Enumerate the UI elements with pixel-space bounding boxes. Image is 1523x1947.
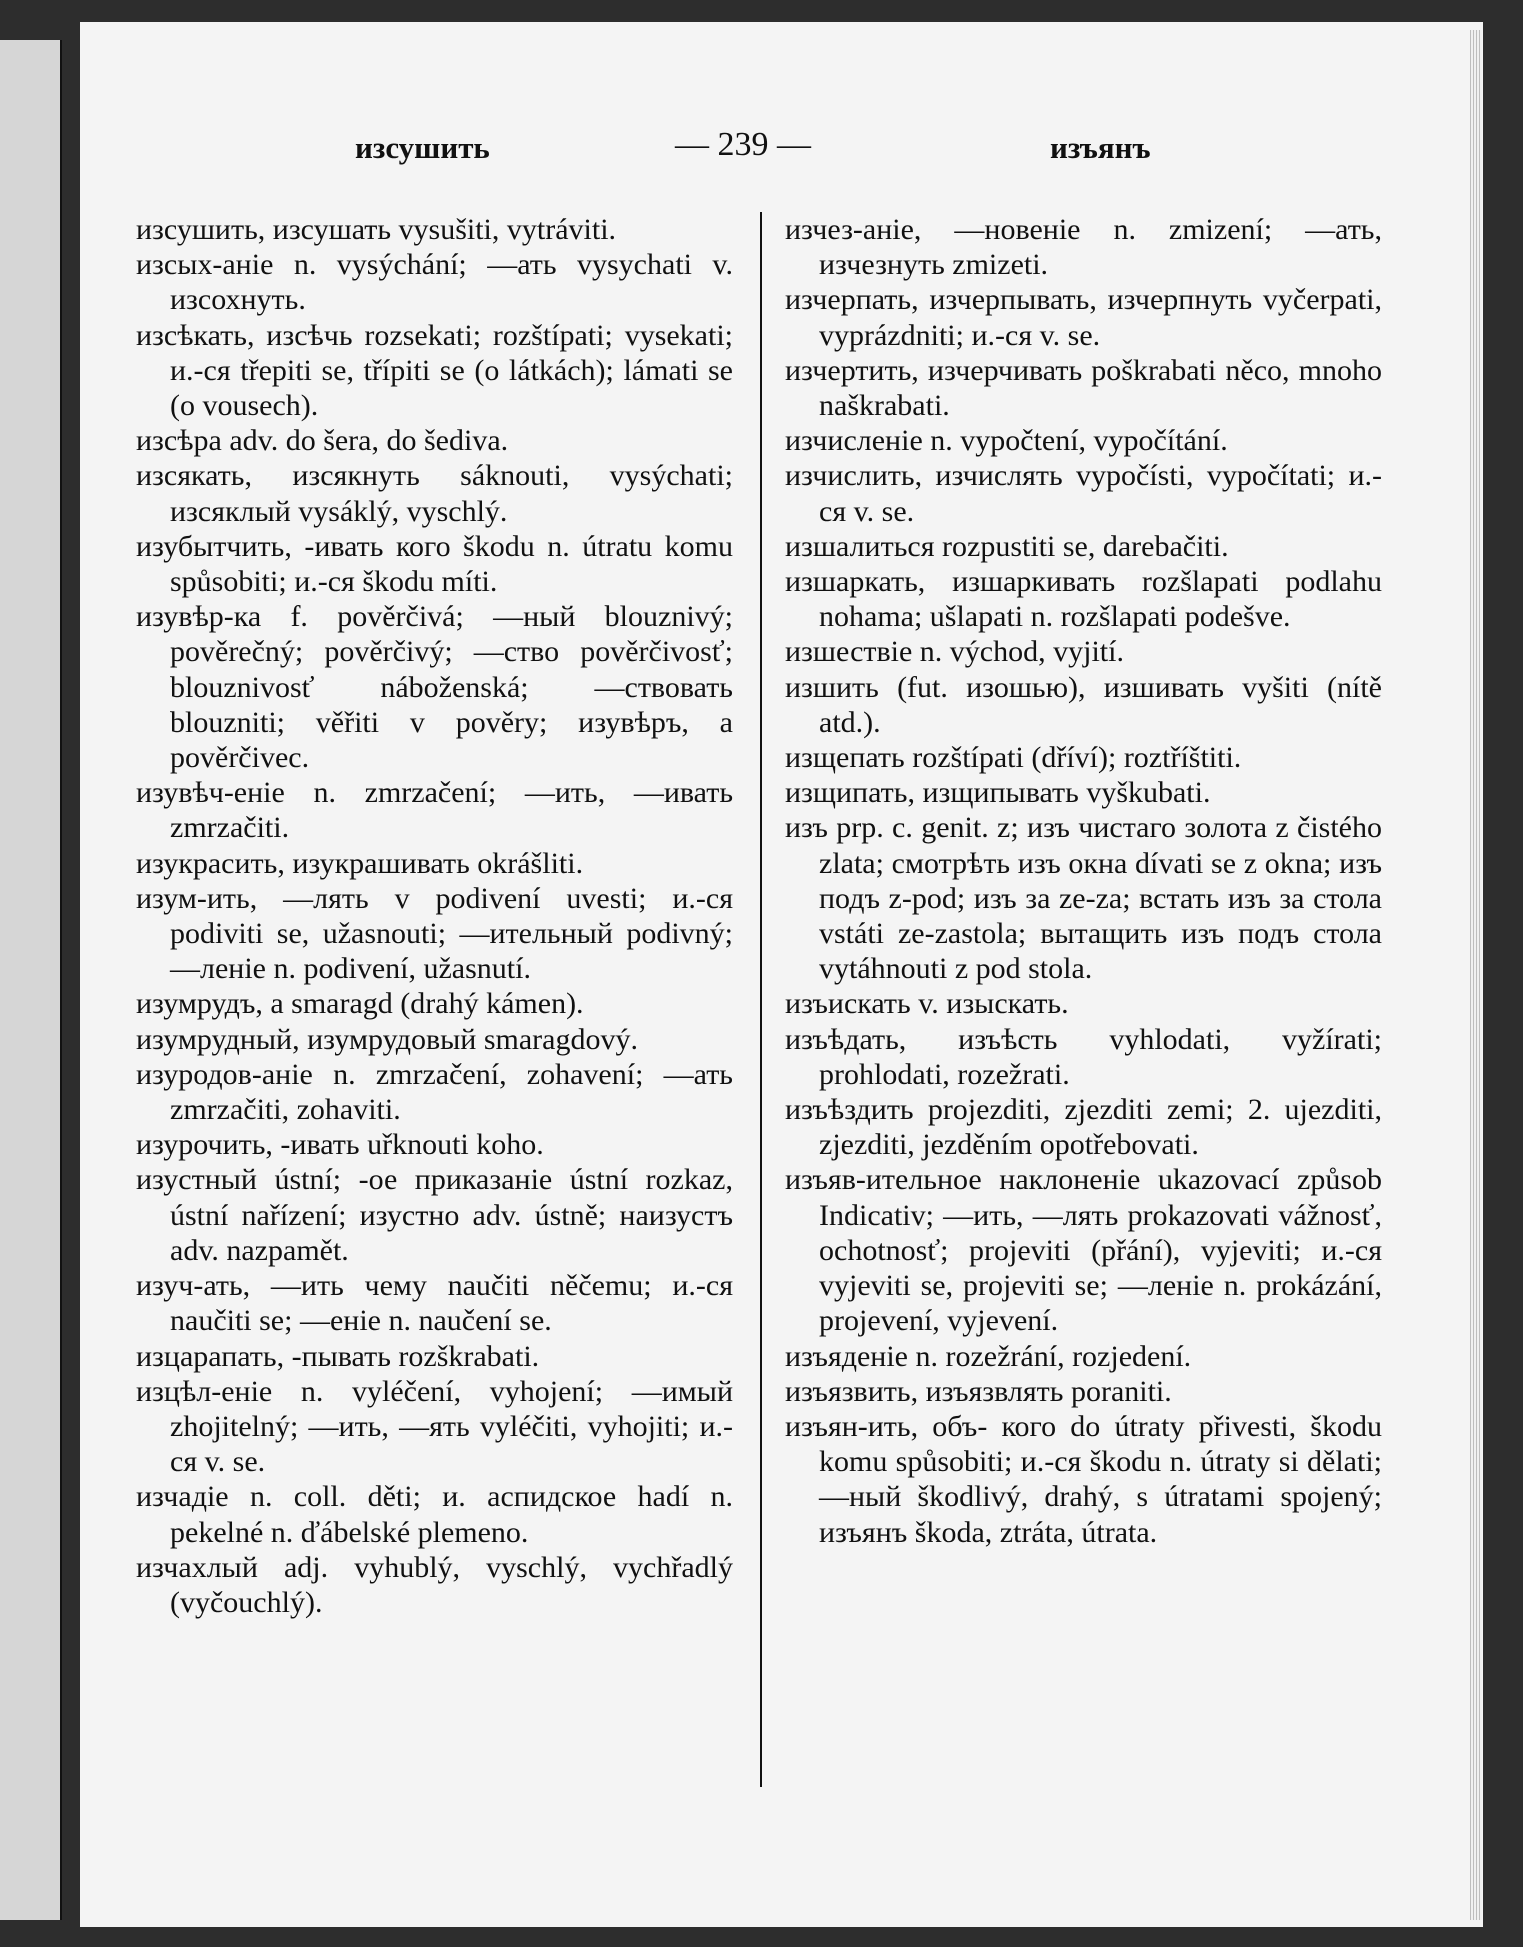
- entry: изурочить, -ивать uřknouti koho.: [136, 1128, 544, 1162]
- entry: изцарапать, -пывать rozškrabati.: [136, 1339, 540, 1373]
- entry: изумрудъ, a smaragd (drahý kámen).: [136, 987, 584, 1021]
- entry: изсѣкать, изсѣчь rozsekati; rozštípati; vysekati; и.-ся třepiti se, třípiti se (o látkách); lámati se (o vousech).: [136, 318, 733, 423]
- entry: изумрудный, изумрудовый smaragdový.: [136, 1022, 638, 1056]
- entry: изшаркать, изшаркивать rozšlapati podlahu nohama; ušlapati n. rozšlapati podešve.: [785, 565, 1382, 634]
- entry: изсых-аніе n. vysýchání; —ать vysychati v. изсохнуть.: [136, 248, 733, 317]
- entry: изсушить, изсушать vysušiti, vytráviti.: [136, 213, 617, 246]
- left-column: [136, 212, 733, 1620]
- entry: изъискать v. изыскать.: [785, 987, 1069, 1021]
- entry: изъяденіе n. rozežrání, rozjedení.: [785, 1339, 1192, 1373]
- entry: изуч-ать, —ить чему naučiti něčemu; и.-ся naučiti se; —еніе n. naučení se.: [136, 1269, 733, 1338]
- entry: изсѣра adv. do šera, do šediva.: [136, 424, 509, 458]
- page-number: — 239 —: [675, 126, 811, 163]
- entry: изум-ить, —лять v podivení uvesti; и.-ся podiviti se, užasnouti; —ительный podivný; —леніе n. podivení, užasnutí.: [136, 881, 733, 986]
- entry: изшить (fut. изошью), изшивать vyšiti (nítě atd.).: [785, 670, 1382, 739]
- entry: изчез-аніе, —новеніе n. zmizení; —ать, изчезнуть zmizeti.: [785, 213, 1382, 282]
- entry: изчислить, изчислять vypočísti, vypočítati; и.-ся v. se.: [785, 459, 1382, 528]
- entry: изъ prp. c. genit. z; изъ чистаго золота z čistého zlata; смотрѣть изъ окна dívati se z okna; изъ подъ z-pod; изъ за ze-za; встать изъ за стола vstáti ze-zastola; вытащить изъ подъ стола vytáhnouti z pod stola.: [785, 811, 1382, 986]
- entry: изчисленіе n. vypočtení, vypočítání.: [785, 424, 1228, 458]
- entry: изшалиться rozpustiti se, darebačiti.: [785, 529, 1229, 563]
- entry: изшествіе n. východ, vyjití.: [785, 635, 1124, 669]
- entry: изувѣч-еніе n. zmrzačení; —ить, —ивать zmrzačiti.: [136, 776, 733, 845]
- header-left-word: изсушить: [355, 130, 490, 165]
- entry: изчадіе n. coll. děti; и. аспидское hadí n. pekelné n. ďábelské plemeno.: [136, 1480, 733, 1549]
- column-divider: [760, 212, 762, 1787]
- entry: изустный ústní; -ое приказаніе ústní rozkaz, ústní nařízení; изустно adv. ústně; наизустъ adv. nazpamět.: [136, 1163, 733, 1267]
- entry: изъѣздить projezditi, zjezditi zemi; 2. ujezditi, zjezditi, jezděním opotřebovati.: [785, 1093, 1382, 1162]
- entry: изъяв-ительное наклоненіе ukazovací způsob Indicativ; —ить, —лять prokazovati vážnosť, ochotnosť; projeviti (přání), vyjeviti; и.-ся vyjeviti se, projeviti se; —леніе n. prokázání, projevení, vyjevení.: [785, 1163, 1382, 1338]
- left-page-edge: [0, 40, 62, 1920]
- entry: изуродов-аніе n. zmrzačení, zohavení; —ать zmrzačiti, zohaviti.: [136, 1057, 733, 1127]
- entry: изъязвить, изъязвлять poraniti.: [785, 1374, 1172, 1408]
- entry: изщепать rozštípati (dříví); roztříštiti.: [785, 741, 1242, 775]
- entry: изцѣл-еніе n. vyléčení, vyhojení; —имый zhojitelný; —ить, —ять vyléčiti, vyhojiti; и.-ся v. se.: [136, 1374, 733, 1479]
- entry: изъян-ить, объ- кого do útraty přivesti, škodu komu spůsobiti; и.-ся škodu n. útraty si dělati; —ный škodlivý, drahý, s útratami spojený; изъянъ škoda, ztráta, útrata.: [785, 1409, 1382, 1549]
- right-column: [785, 212, 1382, 1550]
- entry: изчерпать, изчерпывать, изчерпнуть vyčerpati, vyprázdniti; и.-ся v. se.: [785, 283, 1382, 352]
- entry: изубытчить, -ивать кого škodu n. útratu komu spůsobiti; и.-ся škodu míti.: [136, 529, 733, 599]
- entry: изувѣр-ка f. pověrčivá; —ный blouznivý; pověrečný; pověrčivý; —ство pověrčivosť; blouznivosť náboženská; —ствовать blouzniti; věřiti v pověry; изувѣръ, a pověrčivec.: [136, 600, 733, 775]
- entry: изукрасить, изукрашивать okrášliti.: [136, 846, 584, 880]
- entry: изъѣдать, изъѣсть vyhlodati, vyžírati; prohlodati, rozežrati.: [785, 1022, 1382, 1091]
- header-right-word: изъянъ: [1050, 130, 1151, 165]
- entry: изчертить, изчерчивать poškrabati něco, mnoho naškrabati.: [785, 353, 1382, 423]
- entry: изчахлый adj. vyhublý, vyschlý, vychřadlý (vyčouchlý).: [136, 1550, 733, 1619]
- entry: изсякать, изсякнуть sáknouti, vysýchati; изсяклый vysáklý, vyschlý.: [136, 459, 733, 528]
- right-page-edge: [1470, 30, 1482, 1920]
- entry: изщипать, изщипывать vyškubati.: [785, 776, 1211, 810]
